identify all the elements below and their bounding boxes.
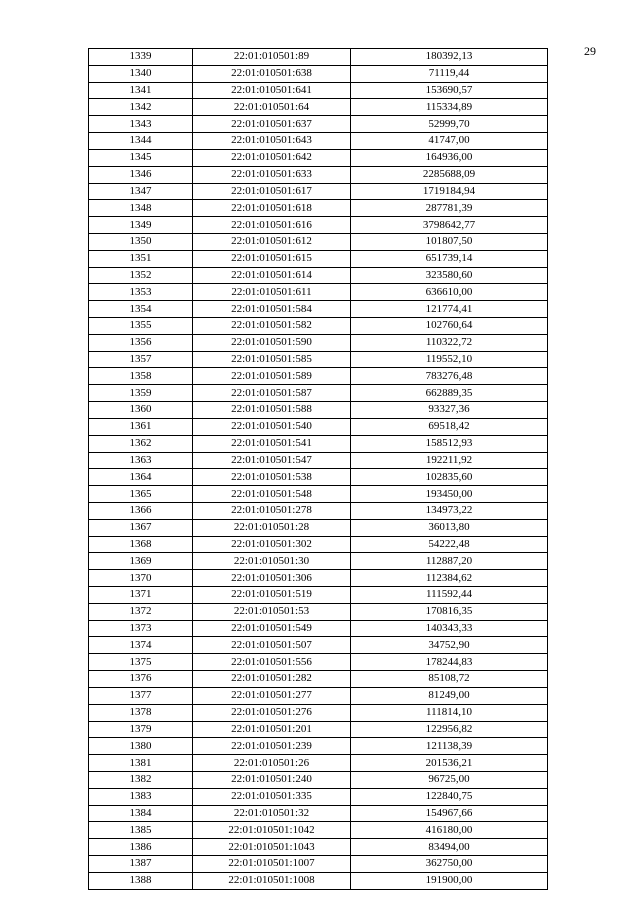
row-number-cell: 1388 — [89, 872, 193, 889]
cadastral-number-cell: 22:01:010501:633 — [193, 166, 351, 183]
value-cell: 362750,00 — [351, 856, 548, 873]
cadastral-number-cell: 22:01:010501:556 — [193, 654, 351, 671]
cadastral-number-cell: 22:01:010501:587 — [193, 385, 351, 402]
row-number-cell: 1371 — [89, 587, 193, 604]
table-row — [89, 133, 548, 150]
value-cell: 201536,21 — [351, 755, 548, 772]
table-row — [89, 603, 548, 620]
cadastral-number-cell: 22:01:010501:547 — [193, 452, 351, 469]
table-row — [89, 570, 548, 587]
table-row — [89, 418, 548, 435]
row-number-cell: 1380 — [89, 738, 193, 755]
value-cell: 85108,72 — [351, 671, 548, 688]
cadastral-table — [88, 48, 548, 890]
table-row — [89, 233, 548, 250]
row-number-cell: 1340 — [89, 65, 193, 82]
table-row — [89, 99, 548, 116]
table-row — [89, 82, 548, 99]
row-number-cell: 1347 — [89, 183, 193, 200]
table-row — [89, 637, 548, 654]
cadastral-number-cell: 22:01:010501:302 — [193, 536, 351, 553]
value-cell: 102760,64 — [351, 318, 548, 335]
cadastral-number-cell: 22:01:010501:614 — [193, 267, 351, 284]
table-row — [89, 519, 548, 536]
cadastral-number-cell: 22:01:010501:276 — [193, 704, 351, 721]
cadastral-number-cell: 22:01:010501:306 — [193, 570, 351, 587]
row-number-cell: 1386 — [89, 839, 193, 856]
cadastral-number-cell: 22:01:010501:32 — [193, 805, 351, 822]
cadastral-number-cell: 22:01:010501:519 — [193, 587, 351, 604]
page-number: 29 — [584, 44, 596, 58]
cadastral-number-cell: 22:01:010501:540 — [193, 418, 351, 435]
value-cell: 193450,00 — [351, 486, 548, 503]
row-number-cell: 1350 — [89, 233, 193, 250]
value-cell: 121774,41 — [351, 301, 548, 318]
value-cell: 3798642,77 — [351, 217, 548, 234]
cadastral-number-cell: 22:01:010501:1007 — [193, 856, 351, 873]
value-cell: 191900,00 — [351, 872, 548, 889]
table-row — [89, 721, 548, 738]
row-number-cell: 1385 — [89, 822, 193, 839]
row-number-cell: 1349 — [89, 217, 193, 234]
cadastral-number-cell: 22:01:010501:590 — [193, 334, 351, 351]
table-row — [89, 839, 548, 856]
row-number-cell: 1368 — [89, 536, 193, 553]
table-row — [89, 217, 548, 234]
row-number-cell: 1362 — [89, 435, 193, 452]
cadastral-number-cell: 22:01:010501:637 — [193, 116, 351, 133]
table-row — [89, 654, 548, 671]
value-cell: 153690,57 — [351, 82, 548, 99]
cadastral-number-cell: 22:01:010501:589 — [193, 368, 351, 385]
row-number-cell: 1343 — [89, 116, 193, 133]
value-cell: 52999,70 — [351, 116, 548, 133]
row-number-cell: 1341 — [89, 82, 193, 99]
row-number-cell: 1379 — [89, 721, 193, 738]
row-number-cell: 1372 — [89, 603, 193, 620]
cadastral-number-cell: 22:01:010501:642 — [193, 149, 351, 166]
table-row — [89, 771, 548, 788]
value-cell: 164936,00 — [351, 149, 548, 166]
cadastral-number-cell: 22:01:010501:548 — [193, 486, 351, 503]
table-row — [89, 402, 548, 419]
table-row — [89, 183, 548, 200]
table-row — [89, 469, 548, 486]
row-number-cell: 1357 — [89, 351, 193, 368]
cadastral-number-cell: 22:01:010501:239 — [193, 738, 351, 755]
cadastral-number-cell: 22:01:010501:618 — [193, 200, 351, 217]
table-row — [89, 822, 548, 839]
row-number-cell: 1383 — [89, 788, 193, 805]
row-number-cell: 1339 — [89, 49, 193, 66]
value-cell: 323580,60 — [351, 267, 548, 284]
value-cell: 115334,89 — [351, 99, 548, 116]
row-number-cell: 1382 — [89, 771, 193, 788]
table-row — [89, 368, 548, 385]
value-cell: 287781,39 — [351, 200, 548, 217]
value-cell: 783276,48 — [351, 368, 548, 385]
value-cell: 1719184,94 — [351, 183, 548, 200]
cadastral-number-cell: 22:01:010501:277 — [193, 687, 351, 704]
value-cell: 111592,44 — [351, 587, 548, 604]
table-row — [89, 704, 548, 721]
value-cell: 96725,00 — [351, 771, 548, 788]
value-cell: 101807,50 — [351, 233, 548, 250]
cadastral-number-cell: 22:01:010501:582 — [193, 318, 351, 335]
cadastral-number-cell: 22:01:010501:588 — [193, 402, 351, 419]
row-number-cell: 1351 — [89, 250, 193, 267]
value-cell: 134973,22 — [351, 502, 548, 519]
table-row — [89, 738, 548, 755]
row-number-cell: 1367 — [89, 519, 193, 536]
value-cell: 2285688,09 — [351, 166, 548, 183]
table-row — [89, 49, 548, 66]
row-number-cell: 1363 — [89, 452, 193, 469]
table-row — [89, 284, 548, 301]
cadastral-number-cell: 22:01:010501:616 — [193, 217, 351, 234]
table-row — [89, 452, 548, 469]
table-row — [89, 872, 548, 889]
row-number-cell: 1359 — [89, 385, 193, 402]
table-row — [89, 116, 548, 133]
table-row — [89, 318, 548, 335]
table-row — [89, 587, 548, 604]
row-number-cell: 1344 — [89, 133, 193, 150]
value-cell: 651739,14 — [351, 250, 548, 267]
cadastral-number-cell: 22:01:010501:335 — [193, 788, 351, 805]
cadastral-number-cell: 22:01:010501:26 — [193, 755, 351, 772]
cadastral-number-cell: 22:01:010501:278 — [193, 502, 351, 519]
value-cell: 122840,75 — [351, 788, 548, 805]
cadastral-number-cell: 22:01:010501:201 — [193, 721, 351, 738]
row-number-cell: 1365 — [89, 486, 193, 503]
value-cell: 121138,39 — [351, 738, 548, 755]
value-cell: 83494,00 — [351, 839, 548, 856]
row-number-cell: 1373 — [89, 620, 193, 637]
value-cell: 102835,60 — [351, 469, 548, 486]
row-number-cell: 1370 — [89, 570, 193, 587]
row-number-cell: 1342 — [89, 99, 193, 116]
cadastral-number-cell: 22:01:010501:64 — [193, 99, 351, 116]
value-cell: 110322,72 — [351, 334, 548, 351]
value-cell: 36013,80 — [351, 519, 548, 536]
row-number-cell: 1381 — [89, 755, 193, 772]
table-row — [89, 671, 548, 688]
row-number-cell: 1354 — [89, 301, 193, 318]
table-row — [89, 334, 548, 351]
value-cell: 112887,20 — [351, 553, 548, 570]
row-number-cell: 1360 — [89, 402, 193, 419]
value-cell: 69518,42 — [351, 418, 548, 435]
row-number-cell: 1384 — [89, 805, 193, 822]
value-cell: 93327,36 — [351, 402, 548, 419]
value-cell: 170816,35 — [351, 603, 548, 620]
row-number-cell: 1366 — [89, 502, 193, 519]
value-cell: 41747,00 — [351, 133, 548, 150]
cadastral-number-cell: 22:01:010501:240 — [193, 771, 351, 788]
table-row — [89, 536, 548, 553]
row-number-cell: 1369 — [89, 553, 193, 570]
table-row — [89, 166, 548, 183]
table-row — [89, 687, 548, 704]
table-row — [89, 301, 548, 318]
table-row — [89, 385, 548, 402]
cadastral-number-cell: 22:01:010501:617 — [193, 183, 351, 200]
value-cell: 140343,33 — [351, 620, 548, 637]
cadastral-number-cell: 22:01:010501:638 — [193, 65, 351, 82]
table-row — [89, 620, 548, 637]
value-cell: 111814,10 — [351, 704, 548, 721]
value-cell: 180392,13 — [351, 49, 548, 66]
table-row — [89, 200, 548, 217]
table-row — [89, 149, 548, 166]
table-row — [89, 805, 548, 822]
row-number-cell: 1376 — [89, 671, 193, 688]
row-number-cell: 1345 — [89, 149, 193, 166]
row-number-cell: 1353 — [89, 284, 193, 301]
table-row — [89, 553, 548, 570]
cadastral-number-cell: 22:01:010501:643 — [193, 133, 351, 150]
cadastral-number-cell: 22:01:010501:584 — [193, 301, 351, 318]
table-row — [89, 502, 548, 519]
table-row — [89, 65, 548, 82]
table-row — [89, 267, 548, 284]
cadastral-number-cell: 22:01:010501:612 — [193, 233, 351, 250]
cadastral-number-cell: 22:01:010501:89 — [193, 49, 351, 66]
cadastral-number-cell: 22:01:010501:1008 — [193, 872, 351, 889]
cadastral-number-cell: 22:01:010501:53 — [193, 603, 351, 620]
cadastral-number-cell: 22:01:010501:1042 — [193, 822, 351, 839]
table-body — [89, 49, 548, 890]
cadastral-number-cell: 22:01:010501:30 — [193, 553, 351, 570]
row-number-cell: 1378 — [89, 704, 193, 721]
value-cell: 636610,00 — [351, 284, 548, 301]
cadastral-number-cell: 22:01:010501:1043 — [193, 839, 351, 856]
cadastral-number-cell: 22:01:010501:28 — [193, 519, 351, 536]
cadastral-number-cell: 22:01:010501:541 — [193, 435, 351, 452]
row-number-cell: 1356 — [89, 334, 193, 351]
cadastral-number-cell: 22:01:010501:538 — [193, 469, 351, 486]
row-number-cell: 1374 — [89, 637, 193, 654]
value-cell: 178244,83 — [351, 654, 548, 671]
row-number-cell: 1364 — [89, 469, 193, 486]
cadastral-number-cell: 22:01:010501:641 — [193, 82, 351, 99]
row-number-cell: 1352 — [89, 267, 193, 284]
table-row — [89, 250, 548, 267]
cadastral-number-cell: 22:01:010501:282 — [193, 671, 351, 688]
value-cell: 71119,44 — [351, 65, 548, 82]
value-cell: 122956,82 — [351, 721, 548, 738]
table-row — [89, 486, 548, 503]
row-number-cell: 1377 — [89, 687, 193, 704]
row-number-cell: 1348 — [89, 200, 193, 217]
table-row — [89, 755, 548, 772]
row-number-cell: 1355 — [89, 318, 193, 335]
value-cell: 34752,90 — [351, 637, 548, 654]
value-cell: 662889,35 — [351, 385, 548, 402]
row-number-cell: 1358 — [89, 368, 193, 385]
cadastral-number-cell: 22:01:010501:611 — [193, 284, 351, 301]
table-row — [89, 788, 548, 805]
cadastral-number-cell: 22:01:010501:585 — [193, 351, 351, 368]
cadastral-number-cell: 22:01:010501:549 — [193, 620, 351, 637]
value-cell: 192211,92 — [351, 452, 548, 469]
table-row — [89, 856, 548, 873]
value-cell: 119552,10 — [351, 351, 548, 368]
value-cell: 158512,93 — [351, 435, 548, 452]
table-row — [89, 435, 548, 452]
value-cell: 112384,62 — [351, 570, 548, 587]
cadastral-number-cell: 22:01:010501:507 — [193, 637, 351, 654]
value-cell: 154967,66 — [351, 805, 548, 822]
row-number-cell: 1387 — [89, 856, 193, 873]
row-number-cell: 1361 — [89, 418, 193, 435]
value-cell: 81249,00 — [351, 687, 548, 704]
cadastral-number-cell: 22:01:010501:615 — [193, 250, 351, 267]
row-number-cell: 1346 — [89, 166, 193, 183]
value-cell: 54222,48 — [351, 536, 548, 553]
table-row — [89, 351, 548, 368]
row-number-cell: 1375 — [89, 654, 193, 671]
value-cell: 416180,00 — [351, 822, 548, 839]
